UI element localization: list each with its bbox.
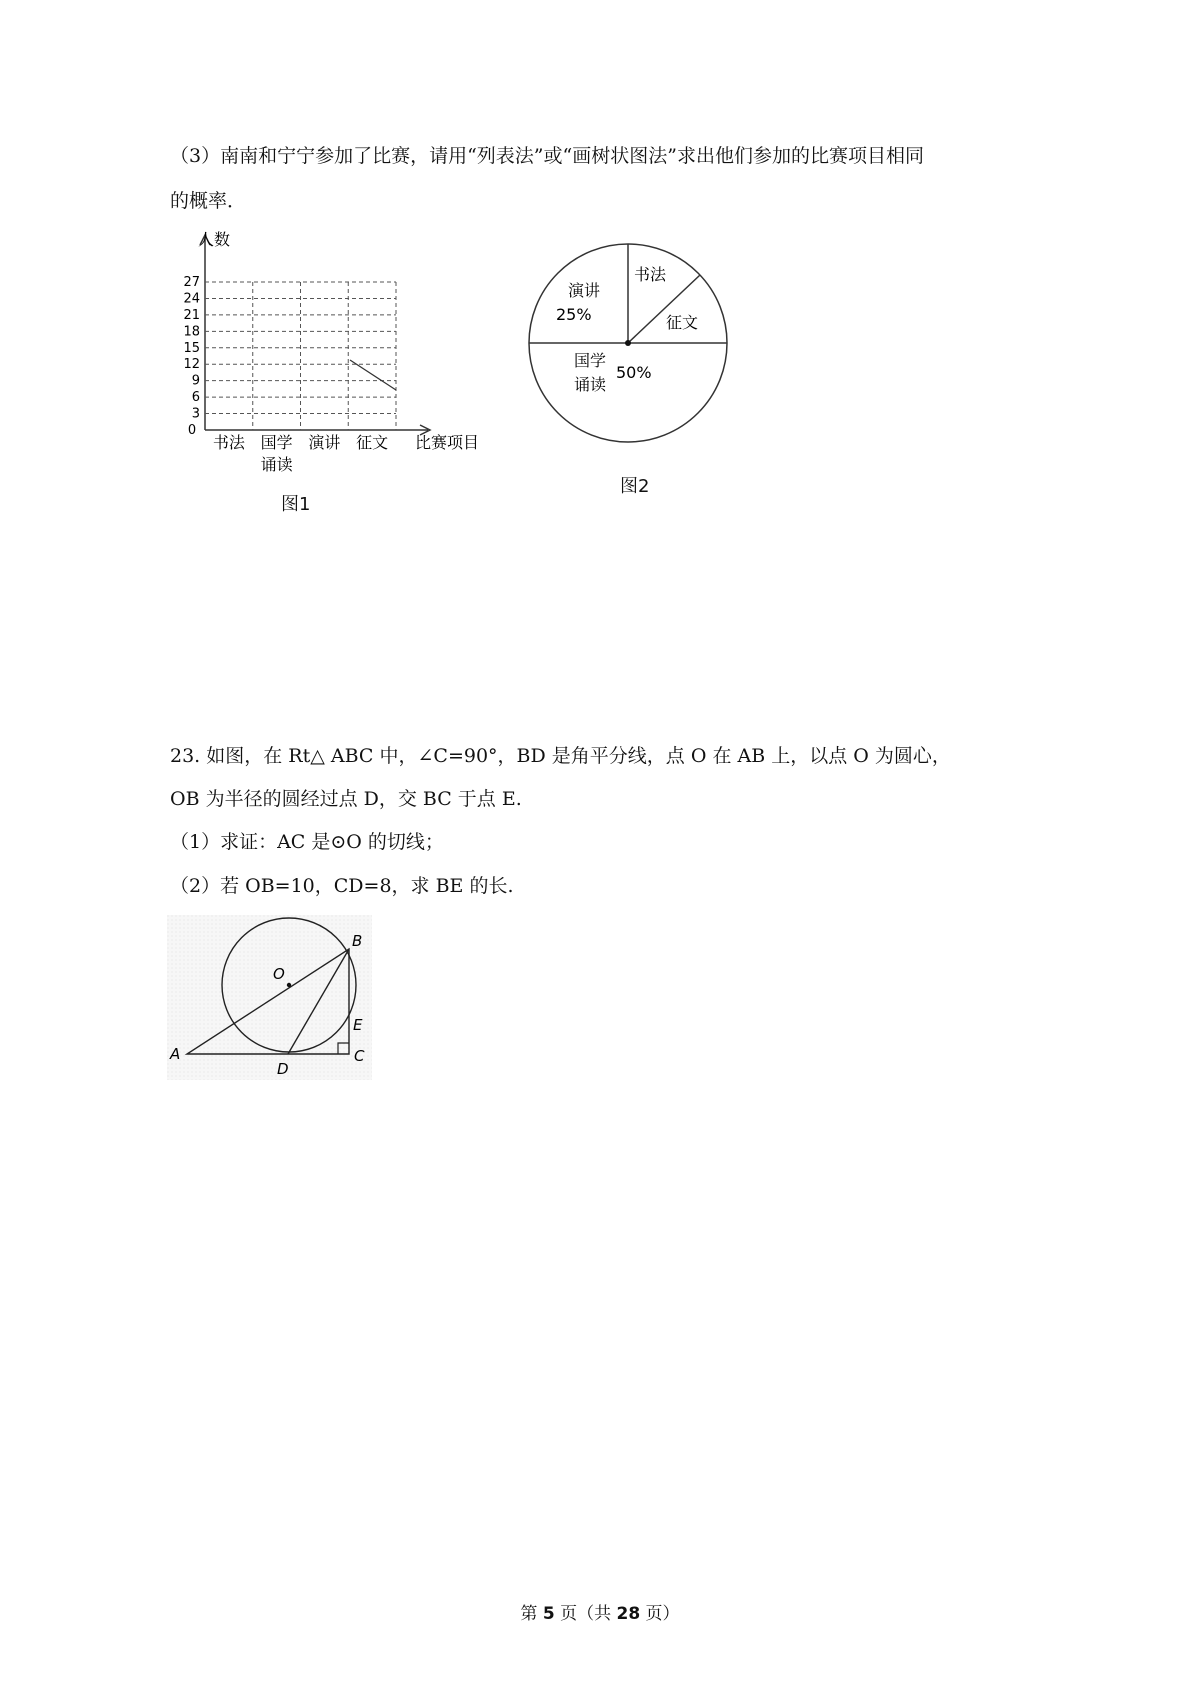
footer-middle: 页（共 (554, 1604, 617, 1624)
q22-part3-line1: （3）南南和宁宁参加了比赛，请用“列表法”或“画树状图法”求出他们参加的比赛项目相同 (170, 145, 924, 167)
y-tick-label: 12 (183, 357, 200, 373)
y-tick-label: 15 (183, 340, 200, 356)
y-tick-label: 9 (191, 373, 200, 389)
footer-total-pages: 28 (616, 1604, 641, 1624)
y-tick-label: 24 (183, 291, 200, 307)
label-d: D (277, 1060, 289, 1078)
y-tick-label: 6 (191, 390, 200, 406)
category-label: 国学 (260, 433, 293, 452)
q23-part1: （1）求证：AC 是⊙O 的切线； (170, 831, 444, 853)
category-label: 书法 (212, 433, 245, 452)
figure1-bar-chart (160, 225, 510, 475)
y-tick-labels (183, 275, 200, 422)
geometry-figure (167, 915, 372, 1080)
y-tick-label: 27 (183, 275, 200, 290)
label-b: B (352, 932, 363, 950)
category-labels (213, 433, 388, 474)
label-e: E (353, 1016, 363, 1034)
slice-label-calligraphy: 书法 (634, 265, 667, 284)
figure-background (167, 915, 372, 1080)
origin-label: 0 (187, 423, 197, 438)
slice-percent-speech: 25% (556, 305, 592, 324)
figure2-caption: 图2 (620, 476, 650, 497)
footer-suffix: 页） (640, 1604, 680, 1624)
label-o: O (273, 965, 285, 983)
slice-label-guoxue-2: 诵读 (574, 375, 607, 394)
slice-label-essay: 征文 (666, 313, 699, 332)
y-tick-label: 18 (183, 324, 200, 340)
footer-prefix: 第 (520, 1604, 543, 1624)
y-tick-label: 21 (183, 307, 200, 323)
x-axis-label: 比赛项目 (415, 433, 480, 452)
label-c: C (354, 1047, 365, 1065)
grid (205, 282, 396, 430)
label-a: A (170, 1045, 181, 1063)
q23-line1: 23. 如图，在 Rt△ ABC 中，∠C=90°，BD 是角平分线，点 O 在 AB 上，以点 O 为圆心， (170, 745, 951, 767)
q23-line2: OB 为半径的圆经过点 D，交 BC 于点 E. (170, 788, 522, 810)
q22-part3-line2: 的概率． (170, 190, 247, 212)
category-label: 演讲 (308, 433, 341, 452)
figure2-pie-chart (520, 240, 740, 450)
page-footer (0, 1599, 1200, 1624)
footer-page-number: 5 (542, 1604, 555, 1624)
pie-divider-diagonal (628, 275, 700, 343)
slice-label-guoxue-1: 国学 (574, 351, 607, 370)
pie-center (625, 340, 631, 346)
slice-label-speech: 演讲 (568, 281, 601, 300)
slice-percent-guoxue: 50% (616, 363, 652, 382)
category-label: 征文 (356, 433, 389, 452)
figure1-caption: 图1 (281, 494, 311, 515)
point-o (287, 983, 291, 987)
y-tick-label: 3 (191, 406, 200, 422)
q23-part2: （2）若 OB=10，CD=8，求 BE 的长. (170, 875, 514, 897)
category-label: 诵读 (260, 455, 293, 474)
y-axis-label: 人数 (198, 230, 231, 249)
